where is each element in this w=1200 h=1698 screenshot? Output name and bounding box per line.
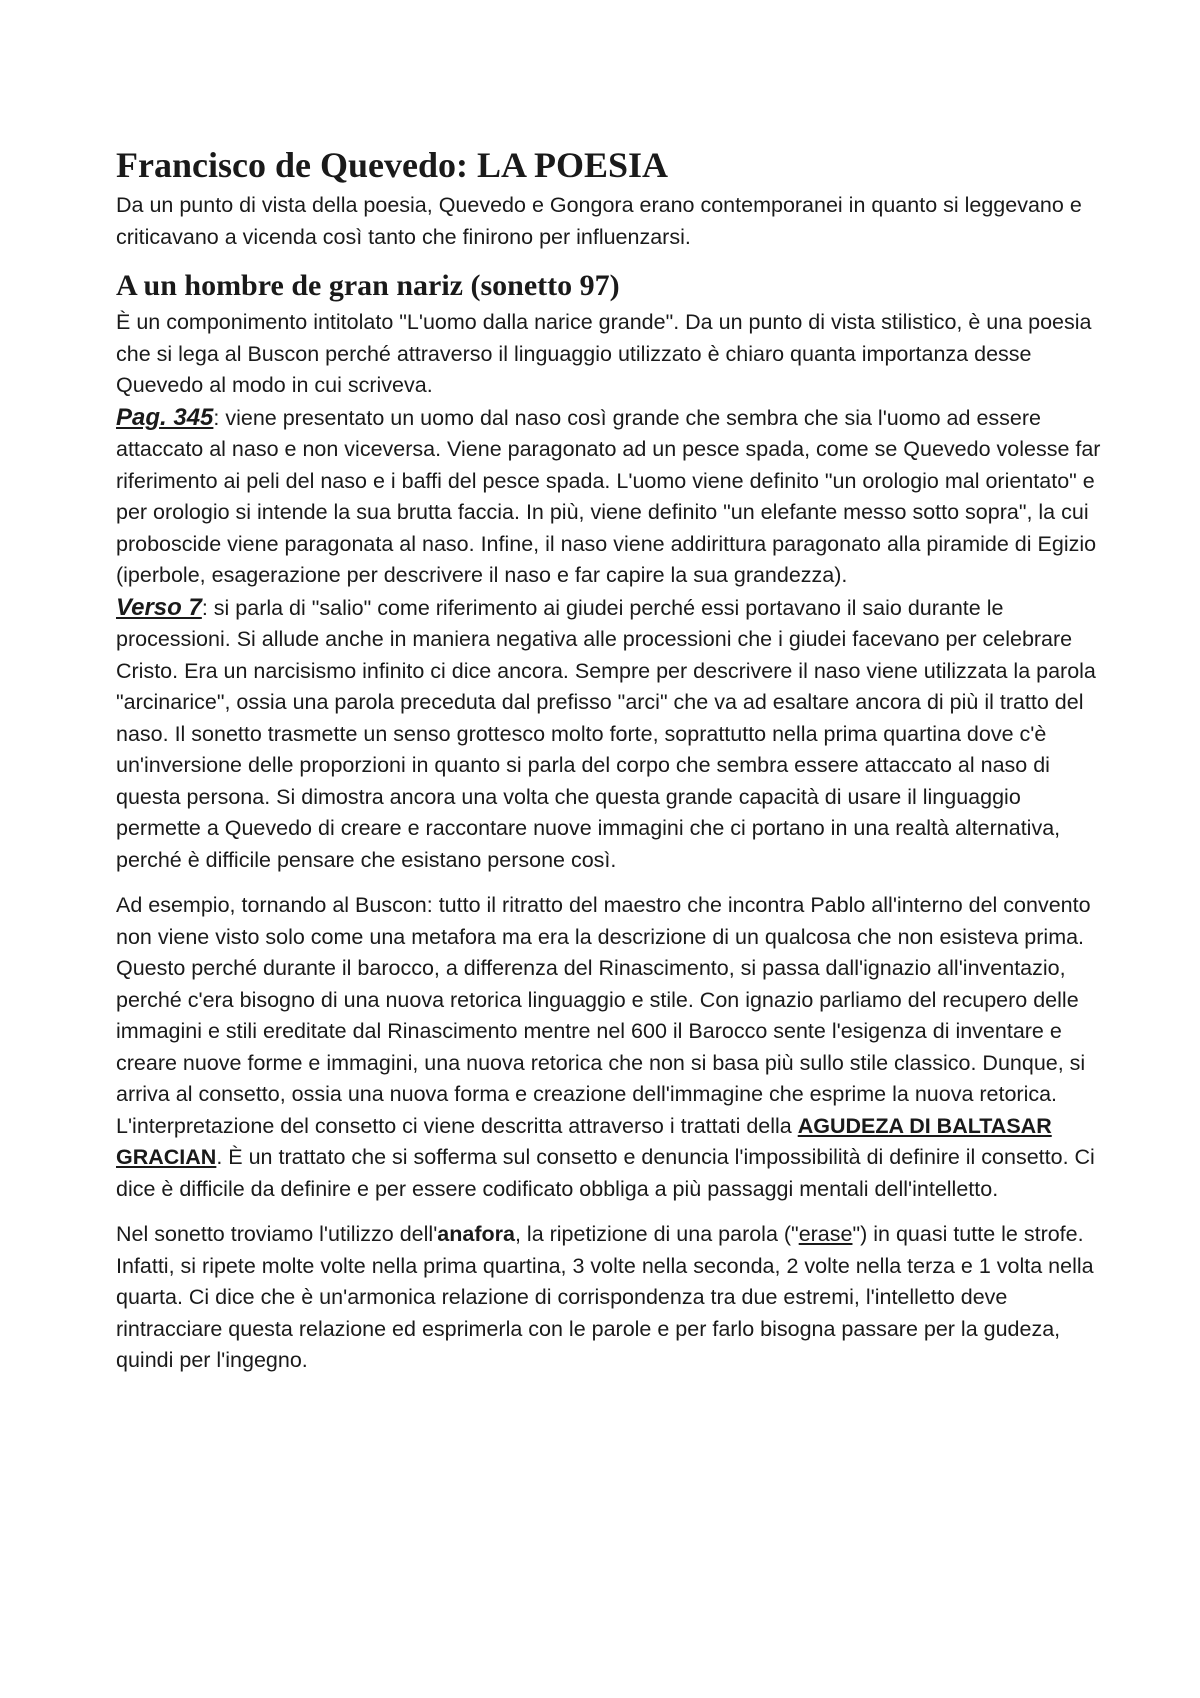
- section-heading: A un hombre de gran nariz (sonetto 97): [116, 269, 620, 302]
- paragraph-5: [116, 1219, 1101, 1377]
- paragraph-4: [116, 890, 1101, 1205]
- document-title: Francisco de Quevedo: LA POESIA: [116, 145, 669, 185]
- paragraph-3: [116, 592, 1101, 877]
- erase-term: erase: [798, 1222, 853, 1246]
- paragraph-5-text-b: , la ripetizione di una parola (": [514, 1222, 799, 1246]
- paragraph-4-text-end: . È un trattato che si sofferma sul consetto e denuncia l'impossibilità di definire il consetto. Ci dice è difficile da definire e per essere codificato obbliga a più passaggi mentali dell'intelletto.: [116, 1145, 1095, 1201]
- page-reference: Pag. 345: [116, 403, 214, 431]
- document-page: [116, 140, 1101, 1377]
- intro-paragraph: Da un punto di vista della poesia, Quevedo e Gongora erano contemporanei in quanto si leggevano e criticavano a vicenda così tanto che finirono per influenzarsi.: [116, 193, 1082, 249]
- paragraph-5-text-c: ") in quasi tutte le strofe. Infatti, si ripete molte volte nella prima quartina, 3 volte nella seconda, 2 volte nella terza e 1 volta nella quarta. Ci dice che è un'armonica relazione di corrispondenza tra due estremi, l'intelletto deve rintracciare questa relazione ed esprimerla con le parole e per farlo bisogna passare per la gudeza, quindi per l'ingegno.: [116, 1222, 1094, 1372]
- paragraph-2: [116, 402, 1101, 592]
- paragraph-3-text: : si parla di "salio" come riferimento ai giudei perché essi portavano il saio durante le processioni. Si allude anche in maniera negativa alle processioni che i giudei facevano per celebrare Cristo. Era un narcisismo infinito ci dice ancora. Sempre per descrivere il naso viene utilizzata la parola "arcinarice", ossia una parola preceduta dal prefisso "arci" che va ad esaltare ancora di più il tratto del naso. Il sonetto trasmette un senso grottesco molto forte, soprattutto nella prima quartina dove c'è un'inversione delle proporzioni in quanto si parla del corpo che sembra essere attaccato al naso di questa persona. Si dimostra ancora una volta che questa grande capacità di usare il linguaggio permette a Quevedo di creare e raccontare nuove immagini che ci portano in una realtà alternativa, perché è difficile pensare che esistano persone così.: [116, 595, 1096, 872]
- verse-reference: Verso 7: [116, 593, 202, 621]
- paragraph-1: È un componimento intitolato "L'uomo dalla narice grande". Da un punto di vista stilistico, è una poesia che si lega al Buscon perché attraverso il linguaggio utilizzato è chiaro quanta importanza desse Quevedo al modo in cui scriveva.: [116, 310, 1092, 397]
- paragraph-4-text-start: Ad esempio, tornando al Buscon: tutto il ritratto del maestro che incontra Pablo all'interno del convento non viene visto solo come una metafora ma era la descrizione di un qualcosa che non esisteva prima. Questo perché durante il barocco, a differenza del Rinascimento, si passa dall'ignazio all'inventazio, perché c'era bisogno di una nuova retorica linguaggio e stile. Con ignazio parliamo del recupero delle immagini e stili ereditate dal Rinascimento mentre nel 600 il Barocco sente l'esigenza di inventare e creare nuove forme e immagini, una nuova retorica che non si basa più sullo stile classico. Dunque, si arriva al consetto, ossia una nuova forma e creazione dell'immagine che esprime la nuova retorica. L'interpretazione del consetto ci viene descritta attraverso i trattati della: [116, 893, 1091, 1138]
- paragraph-5-text-a: Nel sonetto troviamo l'utilizzo dell': [116, 1222, 438, 1246]
- anafora-term: anafora: [437, 1222, 515, 1246]
- paragraph-2-text: : viene presentato un uomo dal naso così grande che sembra che sia l'uomo ad essere attaccato al naso e non viceversa. Viene paragonato ad un pesce spada, come se Quevedo volesse far riferimento ai peli del naso e i baffi del pesce spada. L'uomo viene definito "un orologio mal orientato" e per orologio si intende la sua brutta faccia. In più, viene definito "un elefante messo sotto sopra", la cui proboscide viene paragonata al naso. Infine, il naso viene addirittura paragonato alla piramide di Egizio (iperbole, esagerazione per descrivere il naso e far capire la sua grandezza).: [116, 405, 1101, 587]
- treatise-reference: AGUDEZA DI BALTASAR GRACIAN: [116, 1113, 1052, 1169]
